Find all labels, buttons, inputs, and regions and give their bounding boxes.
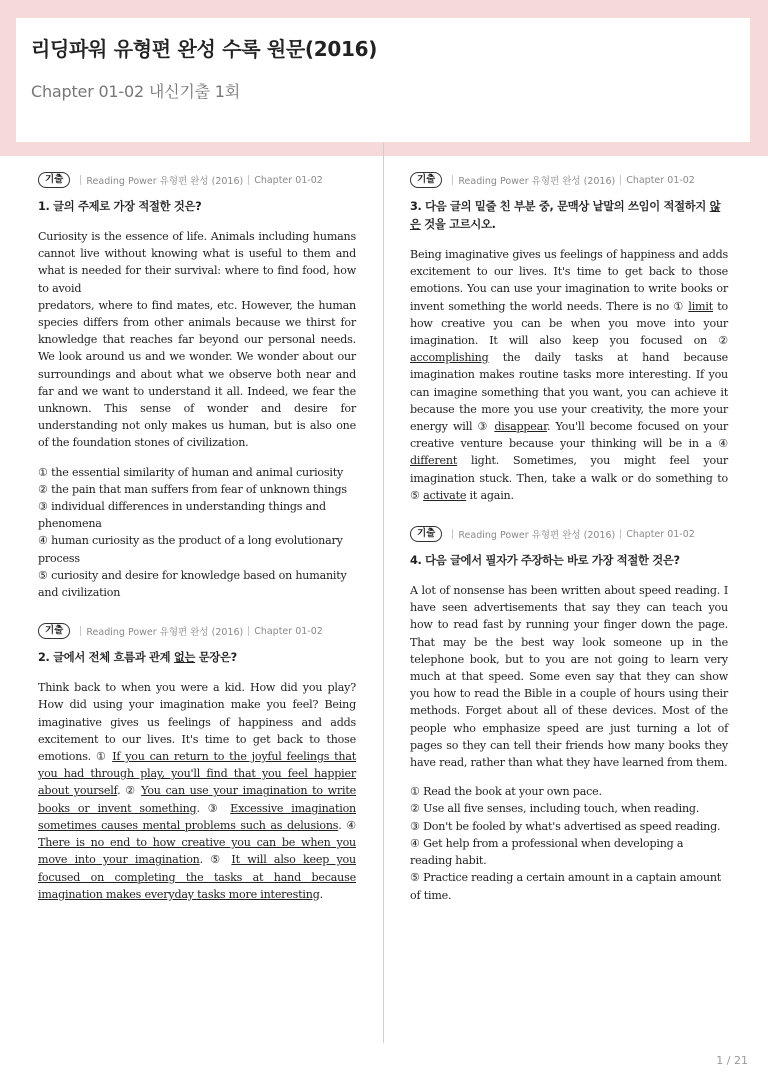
choice-3[interactable]: ③ individual differences in understanding things and phenomena — [38, 500, 326, 531]
passage-line: Curiosity is the essence of life. Animals including humans cannot live without knowing what is useful to them and what is needed for their survival: where to find food, how to avoid — [38, 230, 356, 295]
choice-4[interactable]: ④ Get help from a professional when developing a reading habit. — [410, 836, 684, 868]
underlined-word-1[interactable]: limit — [688, 299, 713, 313]
meta-chapter: Chapter 01-02 — [626, 174, 695, 186]
title-text: 문장은? — [195, 651, 237, 665]
exam-badge: 기출 — [410, 172, 442, 188]
sentence-2[interactable]: You can use your imagination to write books or invent something — [38, 784, 357, 815]
choice-1[interactable]: ① the essential similarity of human and animal curiosity — [38, 465, 344, 479]
sentence-5[interactable]: It will also keep you focused on completing the tasks at hand because imagination makes everyday tasks more interesting — [38, 853, 356, 901]
passage-text: to how creative you can be when you move into your imagination. It will also keep you focused on ② — [410, 299, 728, 348]
right-column — [410, 170, 728, 924]
sentence-1[interactable]: If you can return to the joyful feelings that you had through play, you'll find that you feel happier about yourself — [38, 750, 356, 798]
underlined-word-5[interactable]: activate — [423, 488, 467, 502]
meta-source: Reading Power 유형편 완성 (2016) — [86, 627, 244, 639]
question-1 — [38, 170, 356, 601]
choice-5[interactable]: ⑤ curiosity and desire for knowledge based on humanity and civilization — [38, 568, 347, 600]
choice-3[interactable]: ③ Don't be fooled by what's advertised as speed reading. — [410, 819, 721, 833]
underlined-word-4[interactable]: different — [410, 454, 458, 468]
question-meta — [38, 170, 356, 190]
title-underlined: 않은 — [410, 200, 721, 231]
meta-separator — [248, 175, 249, 185]
answer-choices — [410, 783, 728, 903]
meta-separator — [80, 175, 81, 185]
title-text: 2. 글에서 전체 흐름과 관계 — [38, 651, 174, 665]
underlined-word-2[interactable]: accomplishing — [410, 351, 489, 365]
marker-3: . ③ — [196, 801, 231, 815]
underlined-word-3[interactable]: disappear — [494, 420, 547, 434]
choice-4[interactable]: ④ human curiosity as the product of a long evolutionary process — [38, 534, 343, 565]
question-title: 1. 글의 주제로 가장 적절한 것은? — [38, 200, 202, 213]
passage-line: predators, where to find mates, etc. However, the human species differs from other animals because we thirst for knowledge that reaches far beyond our personal needs. We look around us and we wonder. We wonder about our surroundings and about what we observe both near and far and we want to understand it all. Indeed, we fear the unknown. This sense of wonder and desire for understanding not only makes us human, but is also one of the foundation stones of civilization. — [38, 298, 356, 450]
question-passage — [38, 228, 356, 452]
meta-source: Reading Power 유형편 완성 (2016) — [458, 176, 616, 187]
meta-separator — [452, 175, 453, 185]
meta-separator — [620, 175, 621, 185]
meta-separator — [248, 626, 249, 636]
choice-2[interactable]: ② Use all five senses, including touch, when reading. — [410, 802, 700, 816]
question-title: 4. 다음 글에서 필자가 주장하는 바로 가장 적절한 것은? — [410, 554, 680, 568]
question-title — [38, 649, 356, 667]
marker-4: . ④ — [338, 818, 356, 832]
exam-badge: 기출 — [38, 172, 70, 188]
page-subtitle: Chapter 01-02 내신기출 1회 — [31, 82, 240, 101]
page-number: 1 / 21 — [716, 1054, 748, 1067]
title-text: 3. 다음 글의 밑줄 친 부분 중, 문맥상 낱말의 쓰임이 적절하지 — [410, 200, 710, 213]
passage-text: Being imaginative gives us feelings of happiness and adds excitement to our lives. It's time to get back to those emotions. You can use your imagination to write books or invent something the world needs. There is no ① — [410, 248, 728, 313]
column-divider — [383, 143, 384, 1043]
question-4 — [410, 524, 728, 904]
meta-separator — [452, 529, 453, 539]
question-passage — [410, 246, 728, 504]
meta-chapter: Chapter 01-02 — [254, 625, 323, 637]
passage-end: . — [319, 887, 323, 901]
header-banner — [0, 0, 768, 156]
left-column — [38, 170, 356, 923]
question-title — [410, 198, 728, 234]
passage-text: light. Sometimes, you might feel your imagination stuck. Then, take a walk or do something to ⑤ — [410, 454, 728, 502]
answer-choices — [38, 464, 356, 602]
question-meta — [410, 524, 728, 544]
title-text: 것을 고르시오. — [420, 218, 496, 231]
exam-badge: 기출 — [38, 623, 70, 639]
passage-text: Think back to when you were a kid. How did you play? How did using your imagination make you feel? Being imaginative gives us feelings of happiness and adds excitement to our lives. It's time to get back to those emotions. — [38, 681, 356, 764]
marker-1: ① — [95, 750, 113, 764]
meta-chapter: Chapter 01-02 — [626, 528, 695, 540]
sentence-4[interactable]: There is no end to how creative you can be when you move into your imagination — [38, 836, 356, 867]
question-passage — [38, 679, 356, 903]
title-underlined: 없는 — [173, 651, 196, 665]
question-passage: A lot of nonsense has been written about speed reading. I have seen advertisements that say they can teach you how to read fast by running your finger down the page. That may be the best way look someone up in the telephone book, but to you are not going to learn very much at that speed. Some even say that they can show you how to read the Bible in a couple of hours using their methods. Forget about all of these devices. Most of the people who emphasize speed are just turning a lot of pages so they can tell their friends how many books they have read, rather than what they have learned from them. — [410, 584, 728, 770]
marker-5: . ⑤ — [199, 853, 232, 867]
meta-separator — [620, 529, 621, 539]
page-title: 리딩파워 유형편 완성 수록 원문(2016) — [31, 37, 378, 61]
meta-chapter: Chapter 01-02 — [254, 174, 323, 186]
choice-1[interactable]: ① Read the book at your own pace. — [410, 785, 602, 799]
question-2 — [38, 621, 356, 903]
question-meta — [38, 621, 356, 641]
choice-2[interactable]: ② the pain that man suffers from fear of unknown things — [38, 482, 347, 496]
choice-5[interactable]: ⑤ Practice reading a certain amount in a captain amount of time. — [410, 871, 722, 902]
question-meta — [410, 170, 728, 190]
marker-2: . ② — [117, 784, 142, 798]
passage-text: it again. — [466, 488, 514, 502]
meta-source: Reading Power 유형편 완성 (2016) — [458, 530, 616, 542]
sentence-3[interactable]: Excessive imagination sometimes causes mental problems such as delusions — [38, 801, 356, 832]
passage-text: the daily tasks at hand because imagination makes routine tasks more interesting. If you can imagine something that you want, you can achieve it because the more you use your creativity, the more your energy will ③ — [410, 351, 728, 434]
passage-text: . You'll become focused on your creative venture because your thinking will be in a ④ — [410, 420, 728, 451]
meta-separator — [80, 626, 81, 636]
meta-source: Reading Power 유형편 완성 (2016) — [86, 176, 244, 187]
question-3 — [410, 170, 728, 504]
exam-badge: 기출 — [410, 526, 442, 542]
